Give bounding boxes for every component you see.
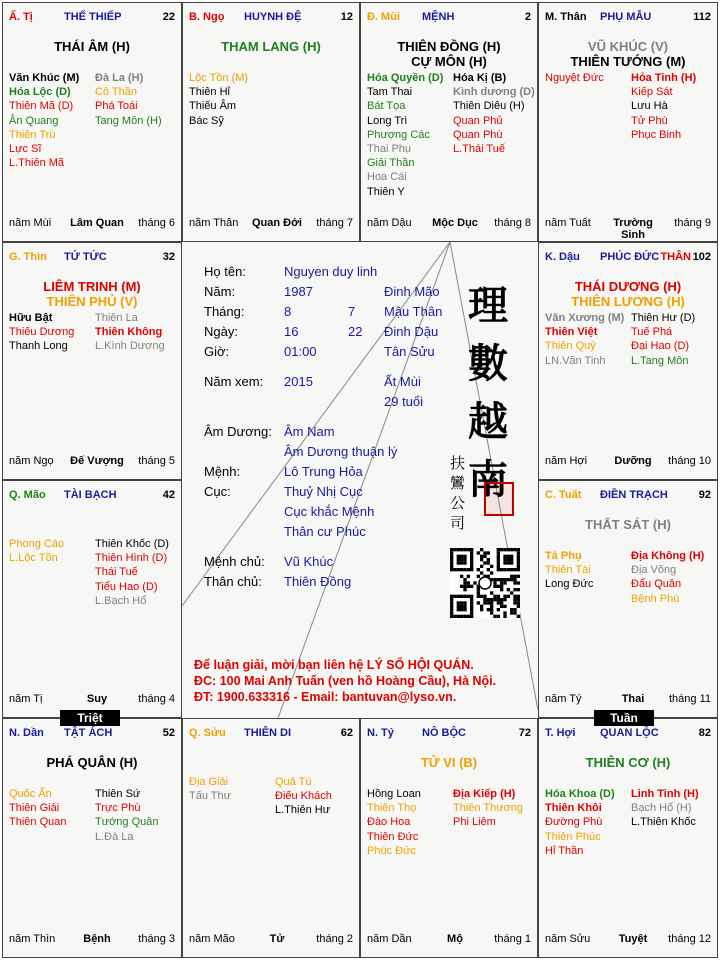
main-star: THAM LANG (H): [221, 39, 321, 54]
minor-star: Thiên La: [95, 312, 138, 324]
year-can: Đinh Mão: [384, 284, 440, 299]
minor-star: Thiếu Âm: [189, 100, 237, 113]
minor-star: Quan Phủ: [453, 114, 503, 127]
palace-phase: Đế Vượng: [70, 455, 124, 467]
minor-star: L.Thái Tuế: [453, 143, 505, 156]
minor-star: Thiên Quan: [9, 816, 67, 829]
minor-stars-left: [545, 787, 615, 858]
menhchu-label: Mệnh chủ:: [204, 554, 265, 569]
cuc-value: Thuỷ Nhị Cục: [284, 484, 363, 499]
palace-year: năm Thìn: [9, 933, 56, 945]
minor-stars-left: [9, 71, 79, 170]
palace-footer: [9, 455, 175, 469]
palace-footer: [367, 933, 531, 947]
main-stars: [3, 279, 181, 309]
minor-stars-right: [275, 775, 332, 818]
palace-name: TỬ TỨC: [64, 251, 107, 263]
main-star: LIÊM TRINH (M): [43, 279, 141, 294]
minor-star: Phúc Đức: [367, 844, 416, 857]
minor-star: Long Đức: [545, 578, 594, 591]
palace-month: tháng 8: [494, 217, 531, 229]
minor-star: Hóa Kị (B): [453, 72, 507, 84]
minor-star: Tấu Thư: [189, 790, 232, 803]
minor-star: Thiên Tài: [545, 564, 591, 577]
minor-star: Thiên Phúc: [545, 830, 601, 843]
palace-footer: [545, 217, 711, 241]
day-lunar: 22: [348, 324, 363, 339]
palace-number: 92: [698, 489, 711, 501]
palace-phase: Dưỡng: [614, 455, 652, 467]
palace-month: tháng 6: [138, 217, 175, 229]
minor-stars-left: [545, 71, 604, 85]
minor-star: L.Thiên Hư: [275, 804, 331, 817]
palace-header: [545, 251, 711, 265]
palace-number: 52: [162, 727, 175, 739]
minor-star: Thái Tuế: [95, 566, 138, 579]
palace-month: tháng 10: [668, 455, 711, 467]
palace-footer: [545, 455, 711, 469]
minor-stars-left: [9, 311, 74, 354]
main-star: VŨ KHÚC (V): [587, 39, 669, 54]
palace-stem: Q. Mão: [9, 489, 46, 501]
palace-number: 22: [162, 11, 175, 23]
palace-year: năm Ngọ: [9, 455, 54, 467]
palace-name: MỆNH: [422, 11, 455, 23]
minor-star: Hóa Quyền (D): [367, 72, 444, 84]
seal-char-4: 司: [450, 514, 466, 532]
minor-star: Phượng Các: [367, 128, 430, 141]
seal-char-1: 扶: [450, 454, 466, 472]
menhchu-value: Vũ Khúc: [284, 554, 334, 569]
minor-star: Văn Khúc (M): [9, 72, 80, 84]
minor-star: Bác Sỹ: [189, 114, 224, 127]
day-value: 16: [284, 324, 299, 339]
minor-stars-right: [95, 71, 162, 128]
palace-stem: B. Ngọ: [189, 11, 225, 23]
minor-star: Thiên Việt: [545, 326, 598, 339]
amduong-label: Âm Dương:: [204, 424, 272, 439]
minor-star: Thai Phụ: [367, 143, 412, 156]
hour-label: Giờ:: [204, 344, 230, 359]
minor-star: L.Thiên Khốc: [631, 816, 696, 829]
cuc-label: Cục:: [204, 484, 231, 499]
qr-code[interactable]: [450, 548, 520, 618]
day-can: Đinh Dậu: [384, 324, 439, 339]
minor-star: Văn Xương (M): [545, 312, 625, 324]
palace-ti: [2, 2, 182, 242]
minor-star: Trực Phù: [95, 802, 141, 815]
palace-year: năm Dậu: [367, 217, 412, 229]
name-value: Nguyen duy linh: [284, 264, 378, 279]
palace-month: tháng 5: [138, 455, 175, 467]
tuan-marker: Tuần: [594, 710, 654, 726]
minor-star: Ân Quang: [9, 114, 59, 127]
palace-header: [367, 11, 531, 25]
main-star: THIÊN CƠ (H): [585, 755, 671, 770]
minor-stars-left: [9, 537, 64, 565]
palace-ty: [360, 718, 538, 958]
viewyear-can: Ất Mùi: [384, 374, 421, 389]
palace-header: [9, 489, 175, 503]
palace-name: THẾ THIẾP: [64, 11, 122, 23]
palace-hoi: [538, 718, 718, 958]
palace-footer: [9, 693, 175, 707]
palace-stem: Q. Sửu: [189, 727, 226, 739]
minor-stars-left: [545, 549, 593, 592]
palace-mui: [360, 2, 538, 242]
month-value: 8: [284, 304, 292, 319]
minor-star: Thiên Đức: [367, 830, 419, 843]
minor-star: Đà La (H): [95, 72, 144, 84]
minor-star: Hỉ Thần: [545, 844, 584, 857]
minor-stars-right: [95, 311, 165, 354]
minor-star: Tam Thai: [367, 86, 413, 99]
palace-footer: [545, 693, 711, 707]
minor-star: Cô Thần: [95, 86, 137, 99]
palace-phase: Quan Đới: [252, 217, 302, 229]
palace-month: tháng 11: [668, 693, 711, 705]
minor-stars-right: [631, 549, 704, 606]
minor-star: Hóa Khoa (D): [545, 788, 615, 800]
palace-footer: [189, 933, 353, 947]
minor-stars-left: [189, 775, 231, 803]
palace-header: [189, 727, 353, 741]
minor-star: Điếu Khách: [275, 790, 332, 803]
minor-star: Địa Giải: [189, 776, 229, 788]
age-value: 29 tuổi: [384, 394, 424, 409]
palace-header: [545, 727, 711, 741]
palace-header: [9, 11, 175, 25]
palace-header: [9, 251, 175, 265]
palace-number: 72: [518, 727, 531, 739]
minor-star: Giải Thần: [367, 157, 415, 170]
minor-star: Địa Võng: [631, 564, 677, 577]
palace-name: PHỤ MẪU: [600, 11, 652, 23]
palace-phase: Suy: [86, 693, 108, 705]
palace-header: [189, 11, 353, 25]
minor-star: Địa Không (H): [631, 550, 705, 562]
palace-month: tháng 3: [138, 933, 175, 945]
main-stars: [361, 755, 537, 770]
minor-stars-left: [9, 787, 66, 830]
minor-star: L.Lộc Tồn: [9, 552, 58, 565]
palace-stem: N. Dần: [9, 727, 44, 739]
minor-star: Thiên Mã (D): [9, 100, 74, 113]
minor-star: Hóa Lộc (D): [9, 86, 71, 99]
viewyear-label: Năm xem:: [204, 374, 264, 389]
minor-star: Bát Tọa: [367, 100, 406, 113]
minor-star: Hỏa Tinh (H): [631, 72, 697, 84]
minor-star: Thiên Trù: [9, 128, 56, 141]
palace-header: [367, 727, 531, 741]
palace-suu: [182, 718, 360, 958]
main-star: THIÊN TƯỚNG (M): [570, 54, 686, 69]
minor-star: Tiểu Hao (D): [95, 580, 158, 593]
palace-number: 62: [340, 727, 353, 739]
minor-star: Lưu Hà: [631, 100, 668, 113]
palace-footer: [9, 933, 175, 947]
main-star: THIÊN PHỦ (V): [46, 294, 138, 309]
palace-footer: [545, 933, 711, 947]
palace-phase: Trường Sinh: [613, 217, 653, 241]
palace-month: tháng 7: [316, 217, 353, 229]
palace-name: TÀI BẠCH: [64, 489, 117, 501]
palace-number: 82: [698, 727, 711, 739]
seal-char-2: 鸞: [450, 474, 466, 492]
month-lunar: 7: [348, 304, 356, 319]
minor-star: Đẩu Quân: [631, 578, 682, 591]
palace-year: năm Sửu: [545, 933, 591, 945]
amduong-value: Âm Nam: [284, 424, 335, 439]
palace-header: [9, 727, 175, 741]
minor-star: Long Trì: [367, 114, 408, 127]
minor-star: Thiên Thương: [453, 802, 524, 815]
hour-can: Tân Sửu: [384, 344, 435, 359]
palace-phase: Mộc Dục: [432, 217, 478, 229]
main-star: THIÊN ĐỒNG (H): [397, 39, 501, 54]
minor-star: Tả Phụ: [545, 550, 582, 562]
palace-phase: Tử: [269, 933, 285, 945]
minor-star: Thiên Sứ: [95, 788, 141, 800]
minor-star: Nguyệt Đức: [545, 72, 604, 84]
minor-star: Tử Phù: [631, 114, 668, 127]
minor-star: L.Đà La: [95, 830, 134, 843]
palace-name: ĐIỀN TRẠCH: [600, 489, 668, 501]
main-star: THÁI DƯƠNG (H): [574, 279, 682, 294]
main-stars: [539, 517, 717, 532]
month-can: Mậu Thân: [384, 304, 443, 319]
palace-year: năm Dần: [367, 933, 412, 945]
palace-stem: Đ. Mùi: [367, 11, 400, 23]
palace-number: 32: [162, 251, 175, 263]
palace-name: QUAN LỘC: [600, 727, 659, 739]
palace-phase: Lâm Quan: [70, 217, 124, 229]
minor-star: Hữu Bật: [9, 312, 53, 324]
palace-number: 112: [693, 11, 711, 23]
palace-than: [538, 2, 718, 242]
minor-stars-right: [95, 537, 169, 608]
minor-star: Phong Cáo: [9, 538, 65, 550]
minor-star: Thiên Quý: [545, 340, 596, 353]
palace-stem: K. Dậu: [545, 251, 580, 263]
palace-phase: Tuyệt: [618, 933, 648, 945]
cuc-relation: Cục khắc Mệnh: [284, 504, 375, 519]
main-star: TỬ VI (B): [420, 755, 478, 770]
palace-phase: Thai: [621, 693, 645, 705]
minor-star: Lực Sĩ: [9, 143, 42, 156]
minor-star: Quốc Ấn: [9, 788, 52, 800]
minor-star: Thiên Giải: [9, 802, 60, 815]
minor-stars-right: [453, 787, 523, 830]
minor-star: L.Tang Môn: [631, 354, 689, 367]
palace-year: năm Hợi: [545, 455, 588, 467]
palace-month: tháng 2: [316, 933, 353, 945]
palace-stem: N. Tý: [367, 727, 394, 739]
palace-footer: [367, 217, 531, 231]
minor-star: Thiên Y: [367, 185, 405, 198]
minor-star: Kình dương (D): [453, 86, 535, 99]
minor-star: Hồng Loan: [367, 788, 421, 800]
palace-year: năm Mùi: [9, 217, 52, 229]
minor-star: Tướng Quân: [95, 816, 159, 829]
minor-star: L.Bạch Hổ: [95, 594, 147, 607]
minor-star: Phục Binh: [631, 128, 682, 141]
palace-name: TẬT ÁCH: [64, 727, 113, 739]
minor-star: Quan Phù: [453, 128, 503, 141]
palace-stem: G. Thìn: [9, 251, 47, 263]
minor-stars-right: [631, 71, 696, 142]
month-label: Tháng:: [204, 304, 245, 319]
center-info-panel: [182, 242, 538, 718]
minor-stars-right: [453, 71, 535, 156]
main-star: CỰ MÔN (H): [411, 54, 487, 69]
palace-stem: T. Hợi: [545, 727, 576, 739]
contact-line-1: Để luận giải, mời bạn liên hệ LÝ SỐ HỘI QUÁN.: [194, 658, 474, 672]
contact-line-2: ĐC: 100 Mai Anh Tuấn (ven hồ Hoàng Cầu), Hà Nội.: [194, 674, 497, 688]
palace-name: HUYNH ĐỆ: [244, 11, 302, 23]
minor-stars-right: [631, 787, 699, 830]
minor-star: Thiên Khôi: [545, 802, 602, 815]
minor-star: LN.Văn Tinh: [545, 354, 606, 367]
thanchu-label: Thân chủ:: [204, 574, 262, 589]
minor-star: Phá Toái: [95, 100, 138, 113]
minor-stars-left: [189, 71, 248, 128]
main-star: THÁI ÂM (H): [54, 39, 130, 54]
minor-star: L.Thiên Mã: [9, 157, 65, 170]
seal-char-3: 公: [450, 494, 466, 512]
main-stars: [3, 755, 181, 770]
main-stars: [539, 39, 717, 69]
minor-star: Hoa Cái: [367, 171, 407, 184]
palace-month: tháng 4: [138, 693, 175, 705]
viewyear-value: 2015: [284, 374, 313, 389]
name-label: Họ tên:: [204, 264, 246, 279]
palace-number: 12: [340, 11, 353, 23]
calligraphy-char-2: 數: [468, 340, 508, 387]
palace-year: năm Thân: [189, 217, 239, 229]
palace-name: NÔ BỘC: [422, 727, 466, 739]
minor-star: Thiên Hỉ: [189, 86, 230, 99]
minor-star: Đào Hoa: [367, 816, 411, 829]
palace-stem: C. Tuất: [545, 489, 582, 501]
palace-month: tháng 9: [674, 217, 711, 229]
palace-month: tháng 1: [494, 933, 531, 945]
minor-stars-left: [545, 311, 624, 368]
minor-star: Kiếp Sát: [631, 86, 673, 99]
main-stars: [361, 39, 537, 69]
minor-star: L.Kình Dương: [95, 340, 165, 353]
year-value: 1987: [284, 284, 313, 299]
palace-number: 102: [692, 251, 711, 263]
calligraphy-char-1: 理: [468, 282, 508, 329]
palace-ngo: [182, 2, 360, 242]
day-label: Ngày:: [204, 324, 238, 339]
menh-value: Lô Trung Hỏa: [284, 464, 363, 479]
minor-star: Thiên Diêu (H): [453, 100, 525, 113]
palace-footer: [189, 217, 353, 231]
main-star: THẤT SÁT (H): [585, 517, 671, 532]
minor-star: Thiên Không: [95, 326, 163, 339]
palace-month: tháng 12: [668, 933, 711, 945]
palace-stem: M. Thân: [545, 11, 587, 23]
main-stars: [539, 755, 717, 770]
triet-marker: Triệt: [60, 710, 120, 726]
palace-footer: [9, 217, 175, 231]
than-marker: THÂN: [660, 251, 691, 263]
minor-star: Thiên Hình (D): [95, 552, 168, 565]
minor-star: Phi Liêm: [453, 816, 496, 829]
minor-stars-left: [367, 71, 443, 199]
thanchu-value: Thiên Đồng: [284, 574, 352, 589]
menh-label: Mệnh:: [204, 464, 241, 479]
palace-header: [545, 489, 711, 503]
main-stars: [183, 39, 359, 54]
minor-stars-right: [95, 787, 159, 844]
minor-stars-left: [367, 787, 421, 858]
palace-stem: Ấ. Tị: [9, 11, 33, 23]
minor-star: Quả Tú: [275, 776, 312, 788]
minor-star: Thanh Long: [9, 340, 68, 353]
minor-star: Địa Kiếp (H): [453, 788, 516, 800]
palace-year: năm Tị: [9, 693, 43, 705]
palace-number: 2: [524, 11, 531, 23]
year-label: Năm:: [204, 284, 236, 299]
palace-tuat: [538, 480, 718, 718]
minor-stars-right: [631, 311, 695, 368]
palace-year: năm Tuất: [545, 217, 591, 229]
main-star: THIÊN LƯƠNG (H): [571, 294, 685, 309]
palace-phase: Bệnh: [83, 933, 111, 945]
hour-value: 01:00: [284, 344, 317, 359]
red-seal-stamp: [484, 482, 514, 516]
palace-dan: [2, 718, 182, 958]
main-stars: [3, 39, 181, 54]
palace-name: PHÚC ĐỨC: [600, 251, 660, 263]
palace-number: 42: [162, 489, 175, 501]
minor-star: Lộc Tồn (M): [189, 72, 249, 84]
contact-line-3: ĐT: 1900.633316 - Email: bantuvan@lyso.vn.: [194, 690, 457, 704]
palace-thin: [2, 242, 182, 480]
minor-star: Thiên Khốc (D): [95, 538, 169, 550]
minor-star: Tang Môn (H): [95, 114, 162, 127]
minor-star: Linh Tinh (H): [631, 788, 699, 800]
minor-star: Bạch Hổ (H): [631, 802, 692, 815]
palace-name: THIÊN DI: [244, 727, 292, 739]
main-stars: [539, 279, 717, 309]
calligraphy-char-3: 越: [468, 398, 508, 445]
minor-star: Thiên Thọ: [367, 802, 417, 815]
palace-mao: [2, 480, 182, 718]
amduong-relation: Âm Dương thuận lý: [284, 444, 398, 459]
than-position: Thân cư Phúc: [284, 524, 366, 539]
palace-dau: [538, 242, 718, 480]
palace-year: năm Mão: [189, 933, 235, 945]
minor-star: Thiếu Dương: [9, 326, 75, 339]
main-star: PHÁ QUÂN (H): [46, 755, 138, 770]
palace-year: năm Tý: [545, 693, 582, 705]
minor-star: Thiên Hư (D): [631, 312, 696, 324]
minor-star: Đường Phù: [545, 816, 603, 829]
minor-star: Bệnh Phù: [631, 592, 680, 605]
palace-header: [545, 11, 711, 25]
minor-star: Tuế Phá: [631, 326, 673, 339]
palace-phase: Mộ: [447, 933, 463, 945]
minor-star: Đại Hao (D): [631, 340, 690, 353]
calligraphy-char-4: 南: [468, 456, 508, 503]
